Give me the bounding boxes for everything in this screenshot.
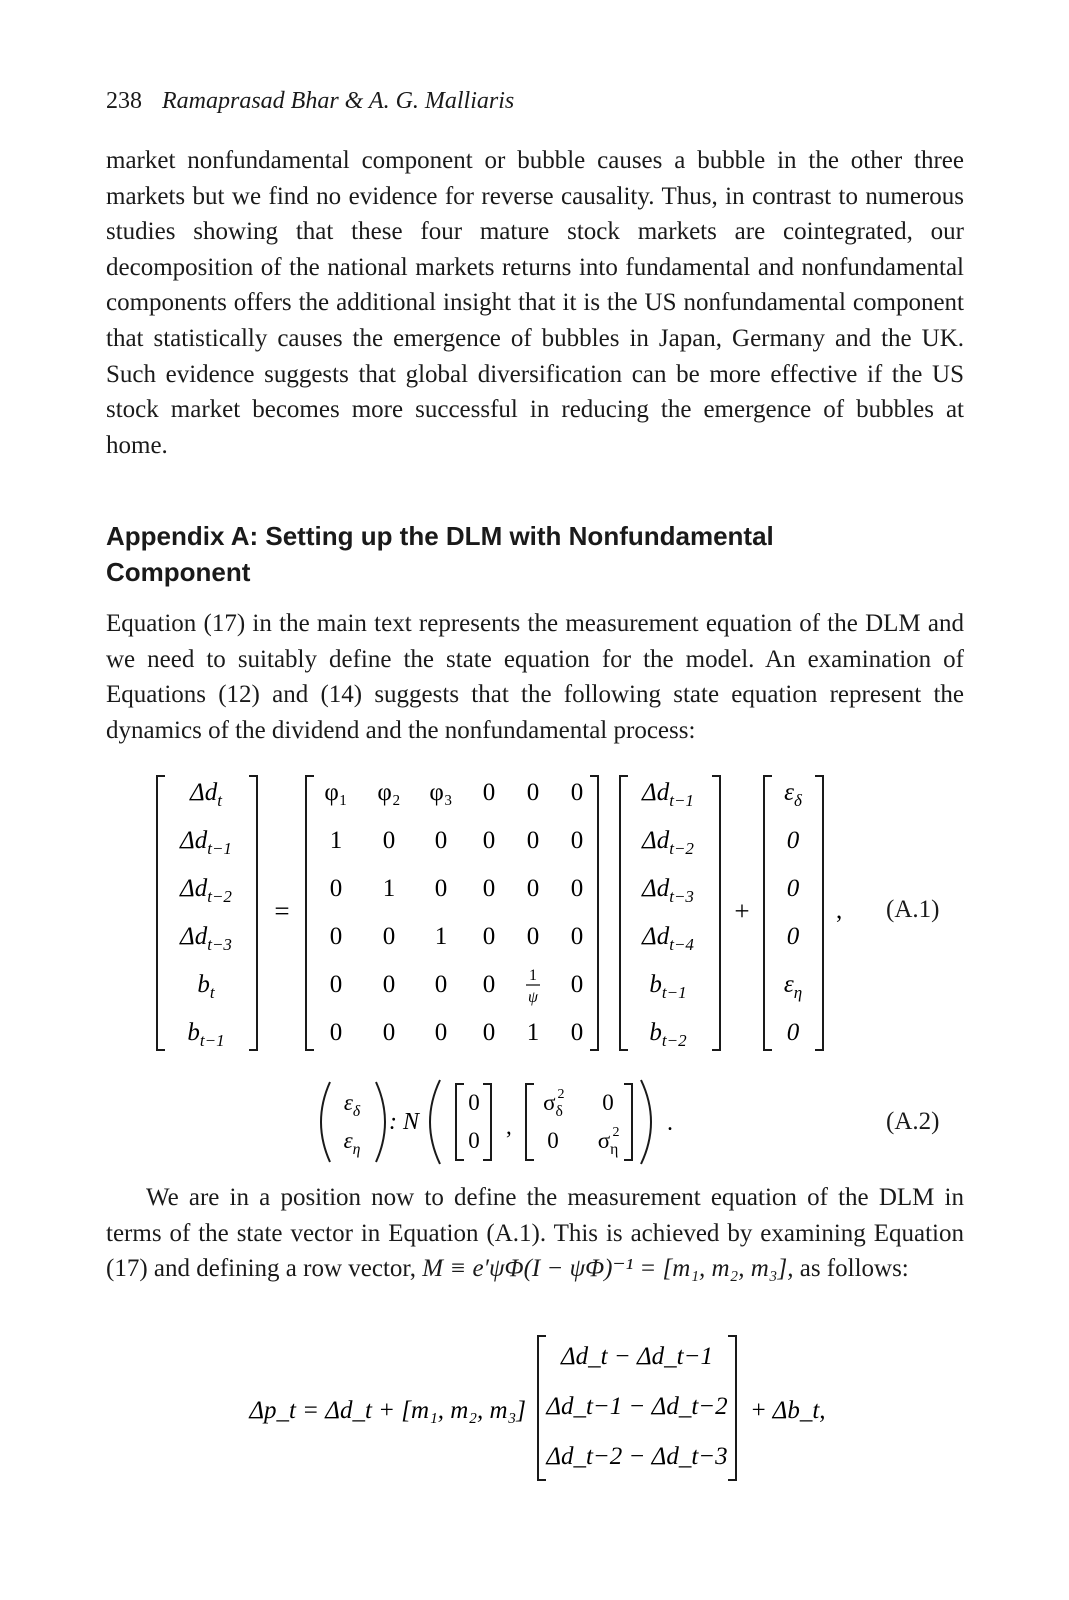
equation-a1 [0, 768, 1069, 1058]
matrix-entry: 0 [526, 779, 540, 806]
difference-entry: Δd_t−1 − Δd_t−2 [546, 1393, 728, 1420]
matrix-entry: 0 [526, 923, 540, 950]
matrix-entry: 0 [570, 779, 584, 806]
svg-text:ψ: ψ [528, 989, 538, 1006]
matrix-entry: 1 [382, 875, 396, 902]
matrix-entry: 0 [482, 923, 496, 950]
matrix-entry: 0 [434, 827, 448, 854]
matrix-entry: 0 [382, 827, 396, 854]
equation-number-a2: (A.2) [886, 1108, 940, 1135]
lagged-entry: $\Delta d_{t-3}$ [642, 875, 694, 906]
comma: , [836, 897, 843, 924]
svg-text:1: 1 [529, 967, 537, 984]
noise-entry: 0 [786, 875, 800, 902]
equation-number-a1: (A.1) [886, 896, 940, 923]
matrix-entry: 0 [329, 923, 343, 950]
lhs-entry: $\Delta d_t$ [190, 779, 222, 810]
comma: , [506, 1114, 512, 1139]
matrix-entry: 0 [482, 827, 496, 854]
measurement-paragraph [106, 1180, 964, 1287]
noise-entry: 0 [786, 827, 800, 854]
matrix-entry: 0 [526, 875, 540, 902]
covariance-entry: $\sigma_\delta$ [543, 1090, 563, 1120]
measurement-lhs: Δp_t = Δd_t + [m₁, m₂, m₃] [249, 1397, 526, 1424]
noise-entry: $\varepsilon_\delta$ [784, 779, 802, 810]
matrix-entry: 0 [329, 875, 343, 902]
lagged-state-vector [641, 779, 694, 1050]
difference-entry: Δd_t−2 − Δd_t−3 [546, 1443, 728, 1470]
matrix-entry: 0 [382, 1019, 396, 1046]
mean-entry: 0 [468, 1090, 480, 1115]
matrix-entry: 0 [570, 1019, 584, 1046]
equals-sign: = [274, 896, 290, 926]
matrix-entry: 0 [329, 971, 343, 998]
lagged-entry: $\Delta d_{t-2}$ [642, 827, 694, 858]
matrix-entry: 0 [482, 779, 496, 806]
period: . [667, 1110, 673, 1136]
noise-entry: 0 [786, 923, 800, 950]
matrix-entry: 0 [482, 971, 496, 998]
noise-pair-entry: $\varepsilon_\eta$ [343, 1128, 361, 1158]
matrix-entry: 0 [482, 875, 496, 902]
appendix-paragraph: Equation (17) in the main text represents the measurement equation of the DLM and we need to suitably define the state equation for the model. An examination of Equations (12) and (14) suggests that the following state equation represent the dynamics of the dividend and the nonfundamental process: [106, 610, 964, 744]
matrix-entry: 0 [570, 827, 584, 854]
appendix-heading: Appendix A: Setting up the DLM with Nonfundamental Component [106, 521, 774, 587]
matrix-entry: 0 [570, 875, 584, 902]
plus-sign: + [734, 896, 750, 926]
matrix-entry: 0 [434, 875, 448, 902]
matrix-entry: φ₂ [377, 779, 401, 806]
noise-pair [344, 1090, 361, 1158]
covariance-entry: $\sigma_\eta$ [597, 1128, 619, 1158]
covariance-entry: 0 [547, 1128, 559, 1153]
measurement-equation-formula [0, 1330, 1069, 1490]
noise-entry: $\varepsilon_\eta$ [783, 971, 803, 1002]
matrix-entry: 0 [434, 1019, 448, 1046]
squared-superscript: 2 [557, 1087, 565, 1102]
matrix-entry: 0 [526, 827, 540, 854]
lhs-entry: $\Delta d_{t-1}$ [180, 827, 232, 858]
matrix-entry: 1 [526, 1019, 540, 1046]
matrix-entry: 0 [382, 971, 396, 998]
lhs-state-vector [179, 779, 232, 1050]
matrix-entry: 0 [570, 923, 584, 950]
matrix-entry: 0 [482, 1019, 496, 1046]
noise-entry: 0 [786, 1019, 800, 1046]
matrix-entry [526, 967, 540, 1006]
lhs-entry: $\Delta d_{t-2}$ [180, 875, 232, 906]
equation-a2 [0, 1074, 1069, 1174]
mean-vector [468, 1090, 480, 1153]
covariance-matrix [543, 1087, 619, 1158]
measurement-text-start: We are in a position now to define the measurement equation of the DLM in terms of the state vector in Equation (A.1). This is achieved by examining Equation (17) and defining a row vector, [106, 1184, 964, 1283]
matrix-entry: 1 [434, 923, 448, 950]
matrix-entry: φ₁ [324, 779, 348, 806]
difference-entry: Δd_t − Δd_t−1 [561, 1343, 713, 1370]
lhs-entry: $b_t$ [197, 971, 215, 1002]
transition-matrix [324, 779, 583, 1046]
row-vector-formula: M ≡ e′ψΦ(I − ψΦ)⁻¹ = [m₁, m₂, m₃], [422, 1255, 794, 1283]
running-header-authors: Ramaprasad Bhar & A. G. Malliaris [162, 88, 515, 114]
matrix-entry: φ₃ [429, 779, 453, 806]
measurement-tail: + Δb_t, [750, 1397, 826, 1424]
covariance-entry: 0 [602, 1090, 614, 1115]
lhs-entry: $b_{t-1}$ [187, 1019, 225, 1050]
running-header [106, 88, 514, 115]
intro-paragraph: market nonfundamental component or bubble causes a bubble in the other three markets but we find no evidence for reverse causality. Thus, in contrast to numerous studies showing that these four mature stock markets are cointegrated, our decomposition of the national markets returns into fundamental and nonfundamental components offers the additional insight that it is the US nonfundamental component that statistically causes the emergence of bubbles in Japan, Germany and the UK. Such evidence suggests that global diversification can be more effective if the US stock market becomes more successful in reducing the emergence of bubbles at home. [106, 147, 964, 459]
squared-superscript: 2 [612, 1125, 620, 1140]
normal-distribution-symbol: : N [389, 1109, 419, 1135]
matrix-entry: 1 [329, 827, 343, 854]
matrix-entry: 0 [570, 971, 584, 998]
noise-vector [784, 779, 803, 1046]
lhs-entry: $\Delta d_{t-3}$ [180, 923, 232, 954]
measurement-equation [0, 1330, 1069, 1490]
lagged-entry: $b_{t-2}$ [649, 1019, 687, 1050]
noise-pair-entry: $\varepsilon_\delta$ [343, 1090, 361, 1120]
lagged-entry: $\Delta d_{t-4}$ [642, 923, 694, 954]
lagged-entry: $\Delta d_{t-1}$ [642, 779, 694, 810]
difference-vector [545, 1343, 727, 1470]
lagged-entry: $b_{t-1}$ [649, 971, 687, 1002]
matrix-entry: 0 [329, 1019, 343, 1046]
matrix-entry: 0 [382, 923, 396, 950]
mean-entry: 0 [468, 1128, 480, 1153]
matrix-entry: 0 [434, 971, 448, 998]
page-number: 238 [106, 88, 142, 114]
measurement-text-end: as follows: [793, 1255, 909, 1283]
